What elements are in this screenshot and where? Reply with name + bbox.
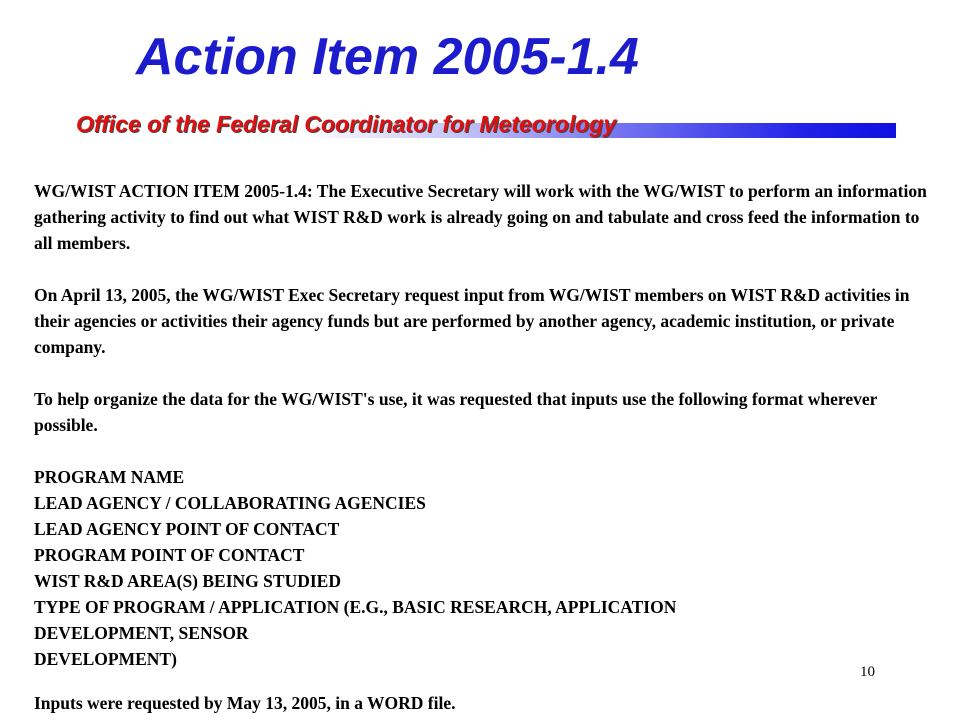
spacer <box>34 256 934 282</box>
slide-title-container <box>136 22 639 92</box>
format-item-lead-agency: LEAD AGENCY / COLLABORATING AGENCIES <box>34 493 426 513</box>
paragraph-action-item: WG/WIST ACTION ITEM 2005-1.4: The Executive Secretary will work with the WG/WIST to perform an information gathering activity to find out what WIST R&D work is already going on and tabulate and cross feed the information to all members. <box>34 181 927 253</box>
format-list <box>34 464 934 672</box>
paragraph-format-intro: To help organize the data for the WG/WIST's use, it was requested that inputs use the following format wherever possible. <box>34 389 878 435</box>
format-item-program-type-end: DEVELOPMENT) <box>34 649 177 669</box>
format-item-program-poc: PROGRAM POINT OF CONTACT <box>34 545 305 565</box>
spacer <box>34 438 934 464</box>
spacer <box>34 360 934 386</box>
slide-title: Action Item 2005-1.4 <box>136 28 639 86</box>
format-item-program-type: TYPE OF PROGRAM / APPLICATION (E.G., BASIC RESEARCH, APPLICATION <box>34 597 677 617</box>
format-item-lead-agency-poc: LEAD AGENCY POINT OF CONTACT <box>34 519 340 539</box>
format-item-program-name: PROGRAM NAME <box>34 467 185 487</box>
format-item-program-type-cont: DEVELOPMENT, SENSOR <box>34 623 249 643</box>
closing-statement: Inputs were requested by May 13, 2005, in a WORD file. <box>34 693 456 713</box>
slide-subtitle: Office of the Federal Coordinator for Meteorology <box>76 111 617 137</box>
paragraph-request: On April 13, 2005, the WG/WIST Exec Secretary request input from WG/WIST members on WIST R&D activities in their agencies or activities their agency funds but are performed by another agency, academic institution, or private company. <box>34 285 910 357</box>
format-item-rd-areas: WIST R&D AREA(S) BEING STUDIED <box>34 571 341 591</box>
page-number: 10 <box>860 664 875 680</box>
slide-body <box>34 178 934 672</box>
